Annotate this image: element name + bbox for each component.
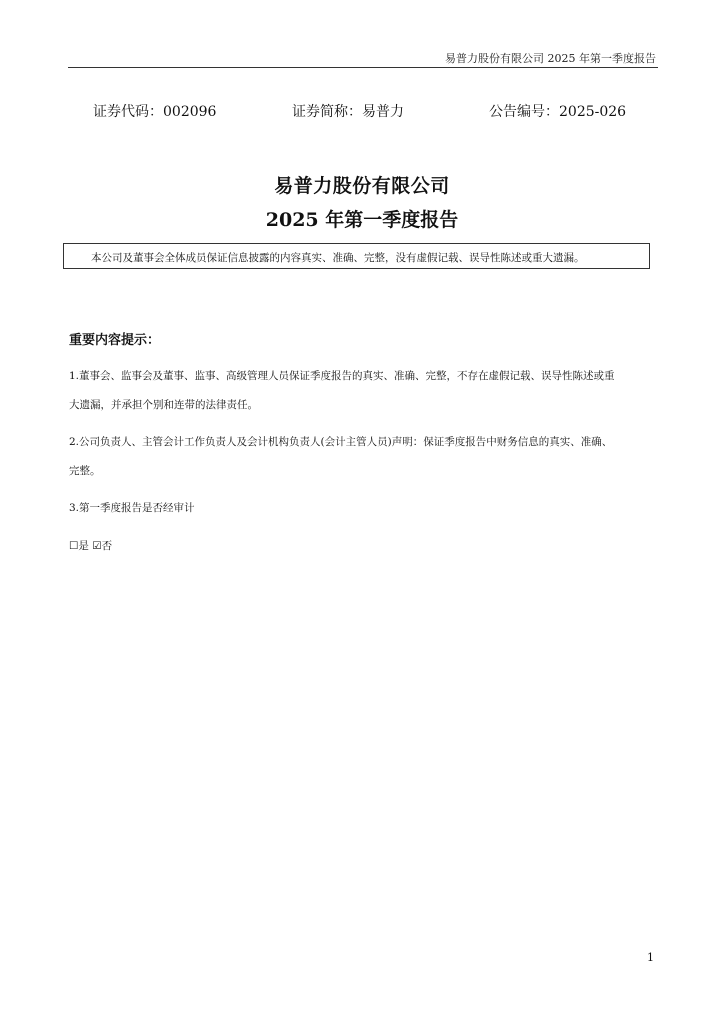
page-number: 1 (647, 951, 654, 964)
audit-choice: ☐是 ☑否 (69, 540, 113, 552)
statement-box (63, 243, 650, 269)
security-abbreviation: 证券简称：易普力 (292, 104, 404, 120)
item-1-line-1: 1.董事会、监事会及董事、监事、高级管理人员保证季度报告的真实、准确、完整，不存在虚假记载、误导性陈述或重 (69, 370, 615, 382)
statement-text: 本公司及董事会全体成员保证信息披露的内容真实、准确、完整，没有虚假记载、误导性陈述或重大遗漏。 (91, 252, 585, 264)
security-code: 证券代码：002096 (93, 104, 217, 120)
announcement-number: 公告编号：2025-026 (489, 104, 627, 120)
section-heading: 重要内容提示： (69, 333, 161, 348)
running-header: 易普力股份有限公司 2025 年第一季度报告 (445, 52, 656, 65)
item-1-line-2: 大遗漏，并承担个别和连带的法律责任。 (69, 399, 258, 411)
report-title: 2025 年第一季度报告 (265, 209, 459, 231)
item-2-line-1: 2.公司负责人、主管会计工作负责人及会计机构负责人(会计主管人员)声明：保证季度报告中财务信息的真实、准确、 (69, 436, 613, 448)
item-2-line-2: 完整。 (69, 465, 101, 477)
item-3: 3.第一季度报告是否经审计 (69, 502, 195, 514)
header-rule (68, 67, 658, 68)
company-title: 易普力股份有限公司 (274, 175, 450, 197)
